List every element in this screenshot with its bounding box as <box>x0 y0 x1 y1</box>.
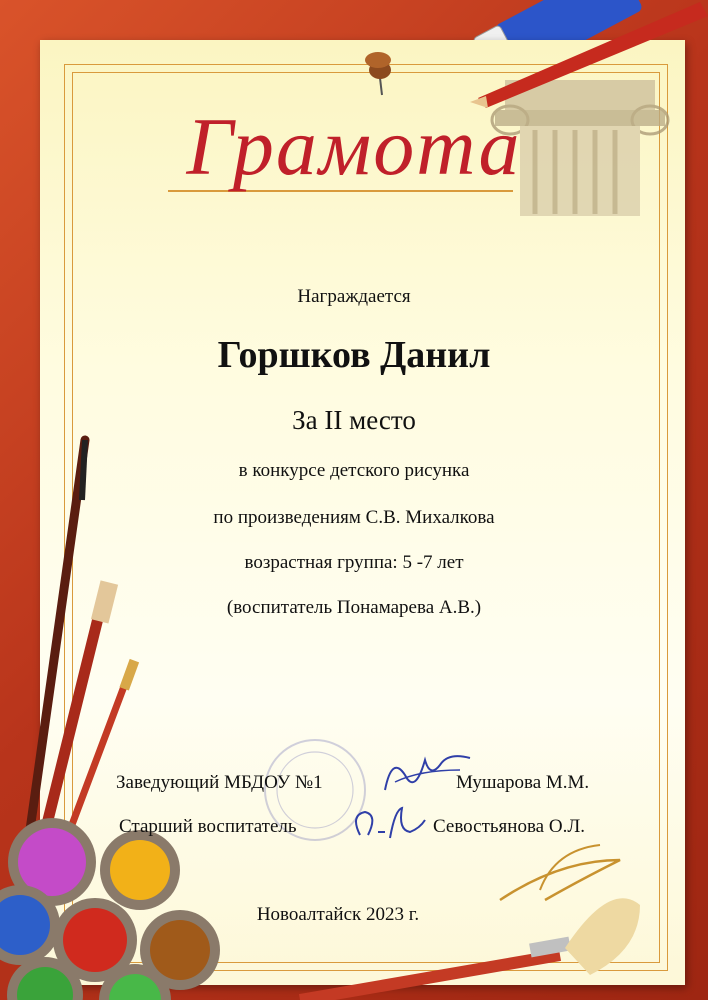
footer-city-year: Новоалтайск 2023 г. <box>256 904 420 925</box>
recipient-name: Горшков Данил <box>217 334 491 376</box>
detail-line: возрастная группа: 5 -7 лет <box>244 552 464 573</box>
signature-position: Заведующий МБДОУ №1 <box>116 772 323 793</box>
awarded-label: Награждается <box>297 286 411 307</box>
certificate-title: Грамота <box>186 101 522 192</box>
detail-line: по произведениям С.В. Михалкова <box>213 507 495 528</box>
detail-line: (воспитатель Понамарева А.В.) <box>226 597 482 618</box>
signature-name: Мушарова М.М. <box>456 772 590 793</box>
signature-position: Старший воспитатель <box>119 816 297 837</box>
signature-icon <box>356 808 425 838</box>
flourish-icon <box>500 845 620 900</box>
place-text: За II место <box>292 405 416 435</box>
push-pin-icon <box>365 52 391 95</box>
detail-line: в конкурсе детского рисунка <box>238 460 470 481</box>
signature-name: Севостьянова О.Л. <box>433 816 585 837</box>
